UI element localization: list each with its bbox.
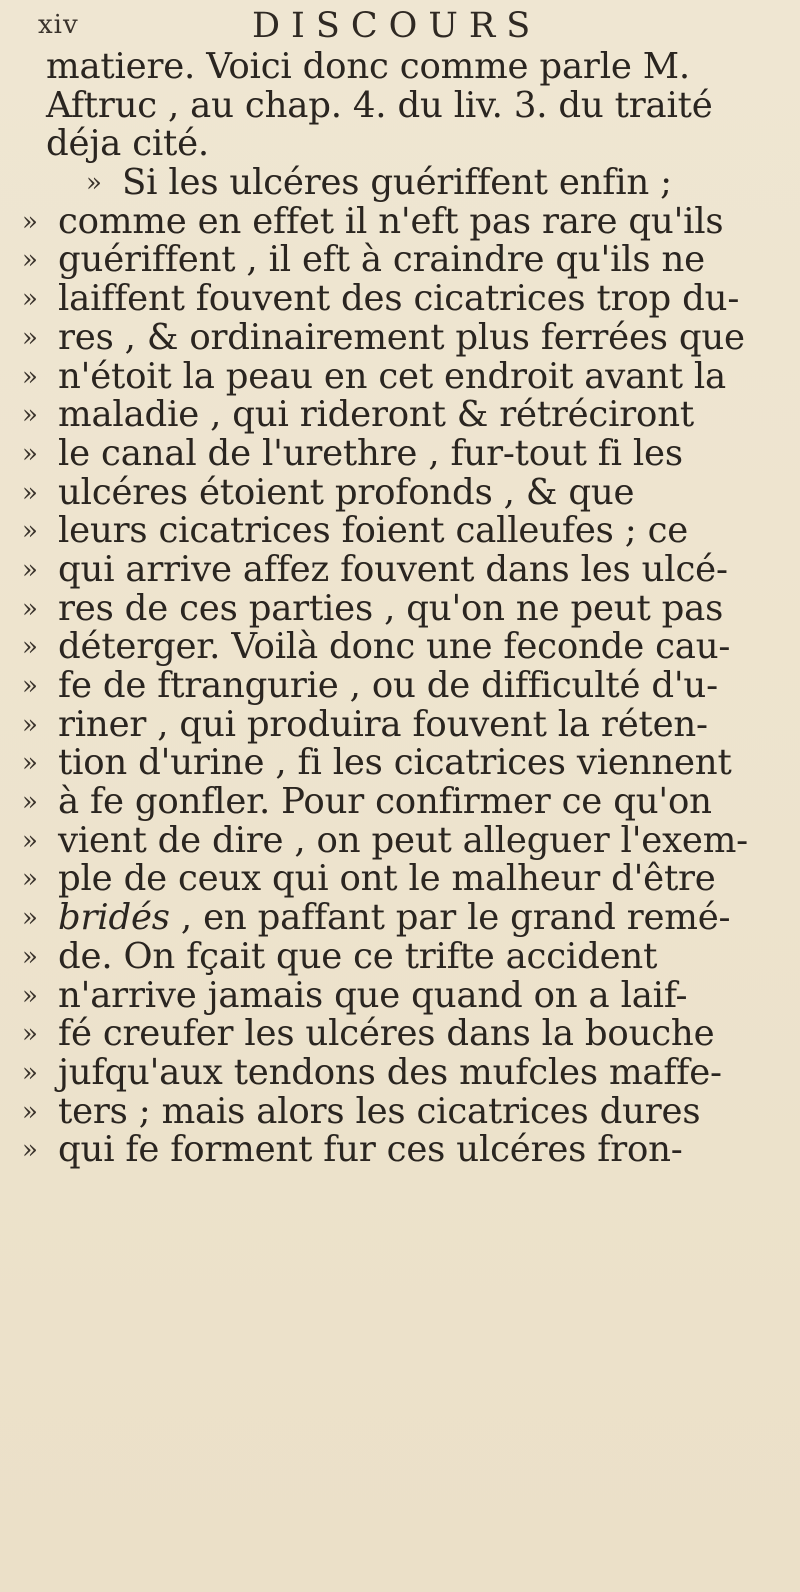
line-text: Si les ulcéres guériffent enfin ; xyxy=(122,162,672,204)
quote-mark: » xyxy=(22,787,38,818)
quote-mark: » xyxy=(22,864,38,895)
line-text: tion d'urine , fi les cicatrices viennent xyxy=(58,742,732,784)
italic-word: bridés xyxy=(58,897,170,939)
line-text: fé creufer les ulcéres dans la bouche xyxy=(58,1013,715,1055)
quote-mark: » xyxy=(22,748,38,779)
text-line xyxy=(22,974,792,1016)
quote-mark: » xyxy=(22,245,38,276)
text-line xyxy=(22,935,792,977)
text-line xyxy=(22,1090,792,1132)
line-text: laiffent fouvent des cicatrices trop du- xyxy=(58,278,740,320)
text-line xyxy=(22,548,792,590)
text-line xyxy=(22,667,792,706)
line-text: guériffent , il eft à craindre qu'ils ne xyxy=(58,239,705,281)
page-header xyxy=(0,6,800,46)
body-text xyxy=(22,48,792,1170)
text-line xyxy=(22,280,792,319)
quote-mark: » xyxy=(22,516,38,547)
text-line xyxy=(22,628,792,667)
text-line xyxy=(22,355,792,397)
quote-mark: » xyxy=(22,1135,38,1166)
text-line xyxy=(22,860,792,899)
text-line xyxy=(22,200,792,242)
line-text: de. On fçait que ce trifte accident xyxy=(58,935,658,977)
text-line xyxy=(22,899,792,938)
line-text: qui arrive affez fouvent dans les ulcé- xyxy=(58,548,728,590)
quote-mark: » xyxy=(86,168,102,199)
line-text: jufqu'aux tendons des mufcles maffe- xyxy=(58,1051,722,1093)
line-text: ulcéres étoient profonds , & que xyxy=(58,471,635,513)
text-line xyxy=(22,703,792,745)
quote-mark: » xyxy=(22,1057,38,1088)
text-line xyxy=(22,432,792,474)
text-line xyxy=(22,1015,792,1054)
line-text: riner , qui produira fouvent la réten- xyxy=(58,703,708,745)
quote-mark: » xyxy=(22,554,38,585)
line-text: ple de ceux qui ont le malheur d'être xyxy=(58,858,716,900)
quote-mark: » xyxy=(22,322,38,353)
quote-mark: » xyxy=(22,593,38,624)
text-line xyxy=(22,1131,792,1170)
quote-mark: » xyxy=(22,632,38,663)
quote-mark: » xyxy=(22,941,38,972)
text-line xyxy=(22,241,792,280)
line-text: leurs cicatrices foient calleufes ; ce xyxy=(58,510,689,552)
running-head: DISCOURS xyxy=(252,6,542,46)
line-text: qui fe forment fur ces ulcéres fron- xyxy=(58,1129,683,1171)
text-line xyxy=(22,84,792,126)
quote-mark: » xyxy=(22,903,38,934)
quote-mark: » xyxy=(22,477,38,508)
line-text: res , & ordinairement plus ferrées que xyxy=(58,316,745,358)
line-text: n'arrive jamais que quand on a laif- xyxy=(58,974,688,1016)
quote-mark: » xyxy=(22,825,38,856)
quote-mark: » xyxy=(22,671,38,701)
line-text-rest: , en paffant par le grand remé- xyxy=(180,897,731,939)
line-text: déja cité. xyxy=(46,123,209,165)
line-text: vient de dire , on peut alleguer l'exem- xyxy=(58,819,748,861)
line-text: matiere. Voici donc comme parle M. xyxy=(46,46,690,87)
quote-mark: » xyxy=(22,1019,38,1050)
quote-mark: » xyxy=(22,206,38,237)
quote-mark: » xyxy=(22,400,38,431)
text-line xyxy=(22,471,792,513)
line-text: maladie , qui rideront & rétréciront xyxy=(58,394,694,436)
text-line xyxy=(22,164,792,203)
line-text: ters ; mais alors les cicatrices dures xyxy=(58,1090,701,1132)
line-text: comme en effet il n'eft pas rare qu'ils xyxy=(58,200,724,242)
line-text: res de ces parties , qu'on ne peut pas xyxy=(58,587,724,629)
line-text: fe de ftrangurie , ou de difficulté d'u- xyxy=(58,665,718,706)
text-line xyxy=(22,819,792,861)
quote-mark: » xyxy=(22,1096,38,1127)
quote-mark: » xyxy=(22,980,38,1011)
quote-mark: » xyxy=(22,361,38,392)
line-text: n'étoit la peau en cet endroit avant la xyxy=(58,355,726,397)
text-line xyxy=(22,587,792,629)
line-text: Aftruc , au chap. 4. du liv. 3. du traité xyxy=(46,84,713,126)
line-text: le canal de l'urethre , fur-tout fi les xyxy=(58,432,683,474)
quote-mark: » xyxy=(22,284,38,315)
text-line xyxy=(22,48,792,87)
text-line xyxy=(22,125,792,164)
line-text: à fe gonfler. Pour confirmer ce qu'on xyxy=(58,781,712,823)
quote-mark: » xyxy=(22,709,38,740)
page-number: xiv xyxy=(38,10,79,40)
line-text xyxy=(58,899,730,938)
text-line xyxy=(22,316,792,358)
line-text: déterger. Voilà donc une feconde cau- xyxy=(58,626,731,668)
text-line xyxy=(22,1051,792,1093)
quote-mark: » xyxy=(22,438,38,469)
text-line xyxy=(22,744,792,783)
text-line xyxy=(22,396,792,435)
text-line xyxy=(22,783,792,822)
text-line xyxy=(22,512,792,551)
